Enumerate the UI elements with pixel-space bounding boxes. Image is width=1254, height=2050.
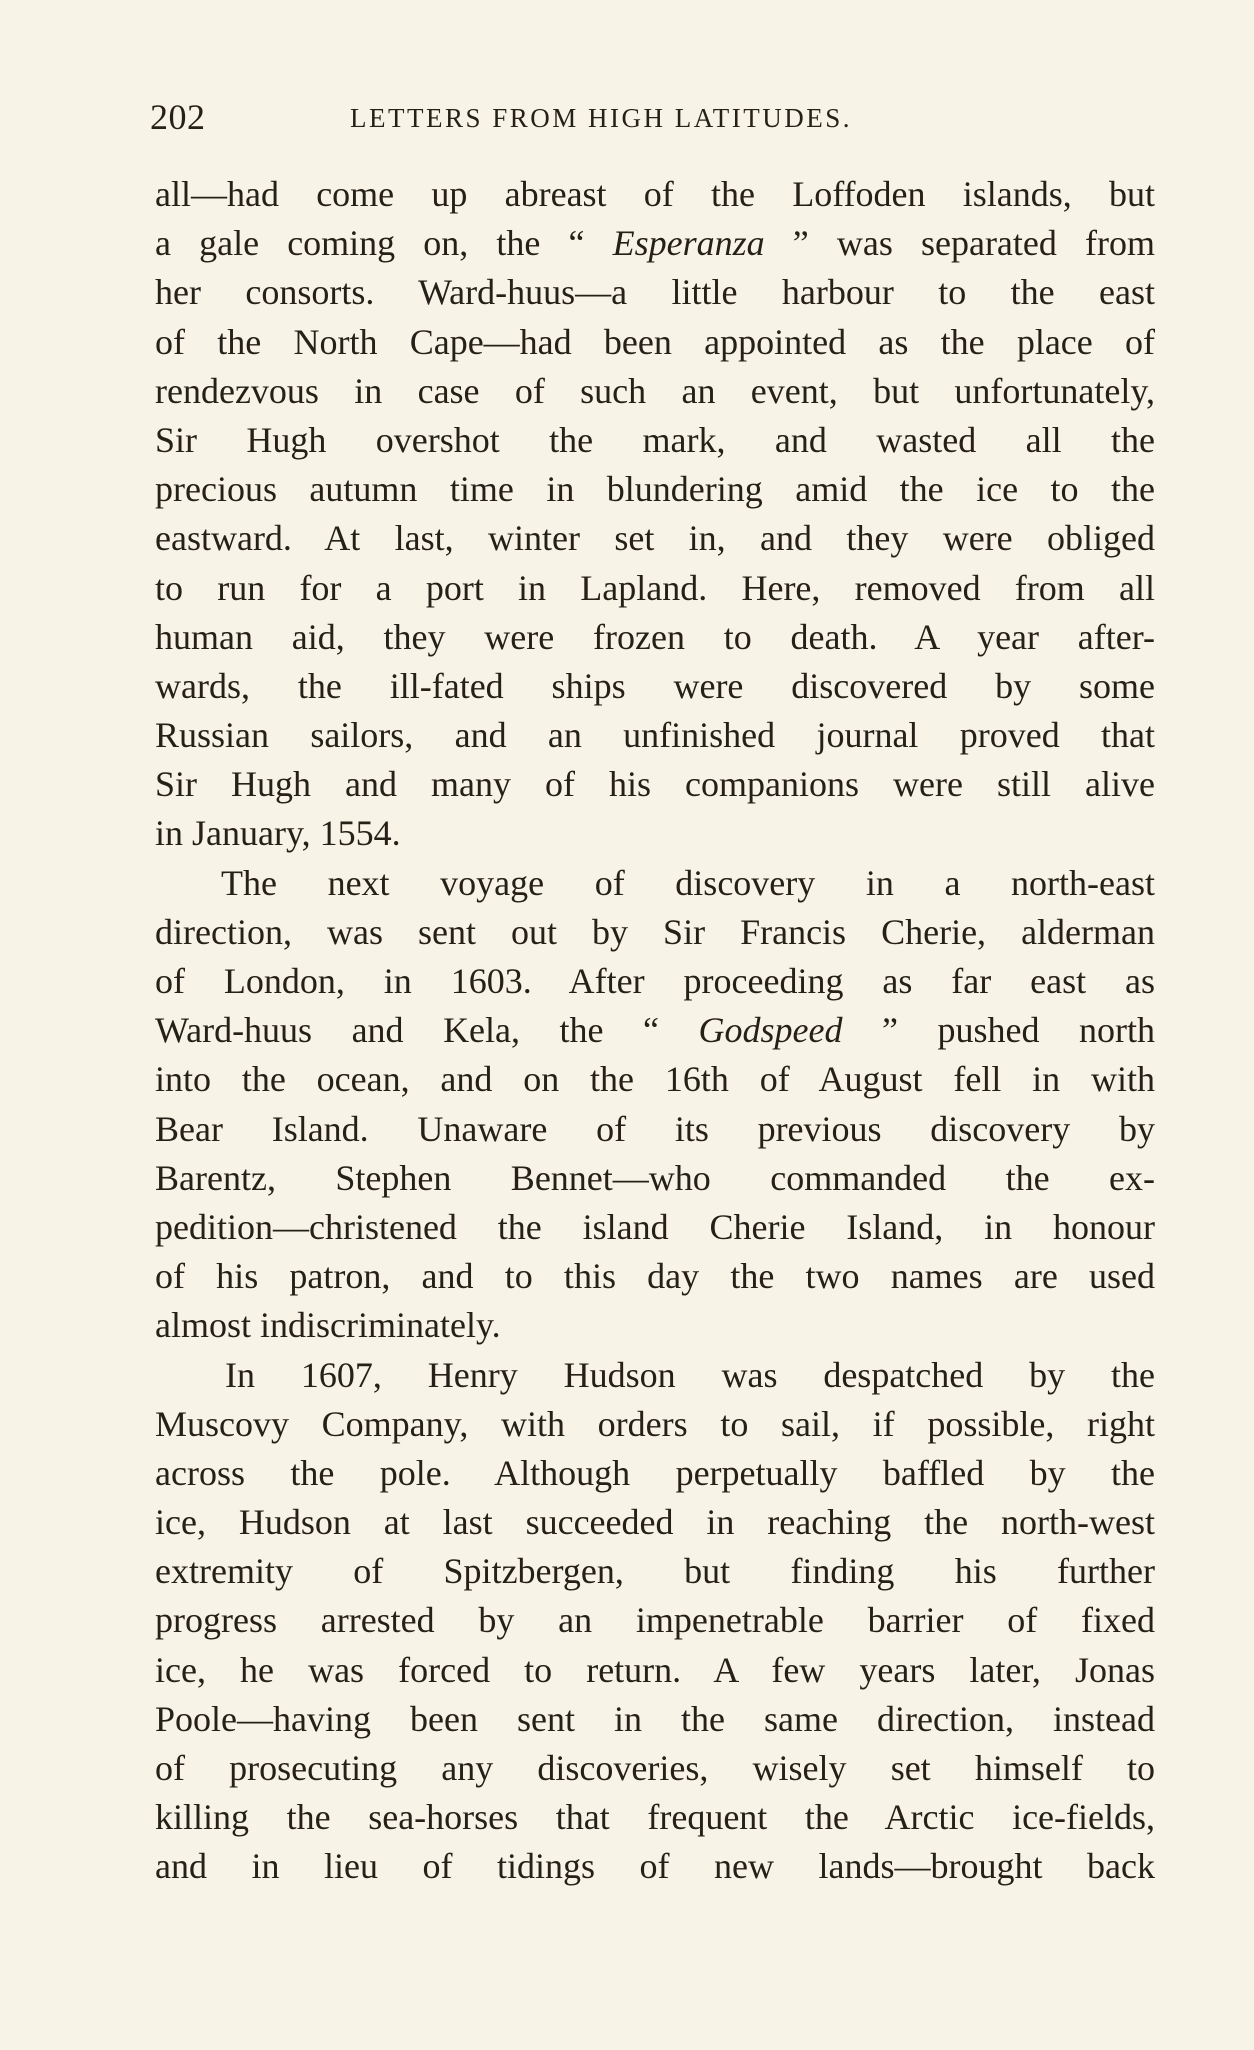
running-title: LETTERS FROM HIGH LATITUDES. bbox=[350, 103, 852, 133]
text-line: progress arrested by an impenetrable barrier of fixed bbox=[155, 1600, 1155, 1641]
text-line: Sir Hugh and many of his companions were still alive bbox=[155, 764, 1155, 805]
text-line: almost indiscriminately. bbox=[155, 1305, 501, 1346]
text-line: Sir Hugh overshot the mark, and wasted all the bbox=[155, 419, 1155, 460]
text-line: ice, he was forced to return. A few years later, Jonas bbox=[155, 1649, 1155, 1690]
text-line: human aid, they were frozen to death. A year after- bbox=[155, 616, 1155, 657]
text-line: of prosecuting any discoveries, wisely set himself to bbox=[155, 1748, 1155, 1788]
text-line: Russian sailors, and an unfinished journal proved that bbox=[155, 715, 1155, 756]
text-line: eastward. At last, winter set in, and they were obliged bbox=[155, 518, 1155, 559]
text-line: in January, 1554. bbox=[155, 813, 401, 854]
paragraph-start-line: The next voyage of discovery in a north-east bbox=[221, 862, 1155, 903]
text-line: Ward-huus and Kela, the “ Godspeed ” pushed north bbox=[155, 1010, 1155, 1051]
text-line: wards, the ill-fated ships were discovered by some bbox=[155, 665, 1155, 706]
text-line: her consorts. Ward-huus—a little harbour to the east bbox=[155, 272, 1155, 313]
text-line: direction, was sent out by Sir Francis Cherie, alderman bbox=[155, 911, 1155, 952]
text-line: of London, in 1603. After proceeding as far east as bbox=[155, 961, 1155, 1001]
text-line: of the North Cape—had been appointed as the place of bbox=[155, 321, 1155, 362]
text-line: killing the sea-horses that frequent the Arctic ice-fields, bbox=[155, 1797, 1155, 1838]
text-line: rendezvous in case of such an event, but unfortunately, bbox=[155, 370, 1155, 411]
text-line: to run for a port in Lapland. Here, removed from all bbox=[155, 567, 1155, 608]
text-line: Muscovy Company, with orders to sail, if possible, right bbox=[155, 1403, 1155, 1444]
text-line: and in lieu of tidings of new lands—brought back bbox=[155, 1846, 1155, 1887]
text-line: a gale coming on, the “ Esperanza ” was separated from bbox=[155, 223, 1155, 264]
text-line: precious autumn time in blundering amid the ice to the bbox=[155, 469, 1155, 510]
text-line: pedition—christened the island Cherie Island, in honour bbox=[155, 1206, 1155, 1247]
text-line: all—had come up abreast of the Loffoden islands, but bbox=[155, 174, 1155, 214]
text-line: into the ocean, and on the 16th of August fell in with bbox=[155, 1059, 1155, 1100]
text-line: of his patron, and to this day the two names are used bbox=[155, 1256, 1155, 1297]
paragraph-start-line: In 1607, Henry Hudson was despatched by the bbox=[225, 1354, 1155, 1395]
text-line: across the pole. Although perpetually baffled by the bbox=[155, 1452, 1155, 1493]
text-line: Poole—having been sent in the same direction, instead bbox=[155, 1698, 1155, 1739]
text-line: Barentz, Stephen Bennet—who commanded the ex- bbox=[155, 1157, 1155, 1198]
text-line: Bear Island. Unaware of its previous discovery by bbox=[155, 1108, 1155, 1149]
page-number: 202 bbox=[150, 97, 206, 137]
italic-ship-name: Godspeed bbox=[698, 1010, 843, 1051]
text-line: ice, Hudson at last succeeded in reaching the north-west bbox=[155, 1502, 1155, 1543]
body-text bbox=[155, 170, 1155, 1892]
page-header bbox=[150, 92, 1160, 142]
text-line: extremity of Spitzbergen, but finding his further bbox=[155, 1551, 1155, 1592]
italic-ship-name: Esperanza bbox=[612, 223, 765, 264]
